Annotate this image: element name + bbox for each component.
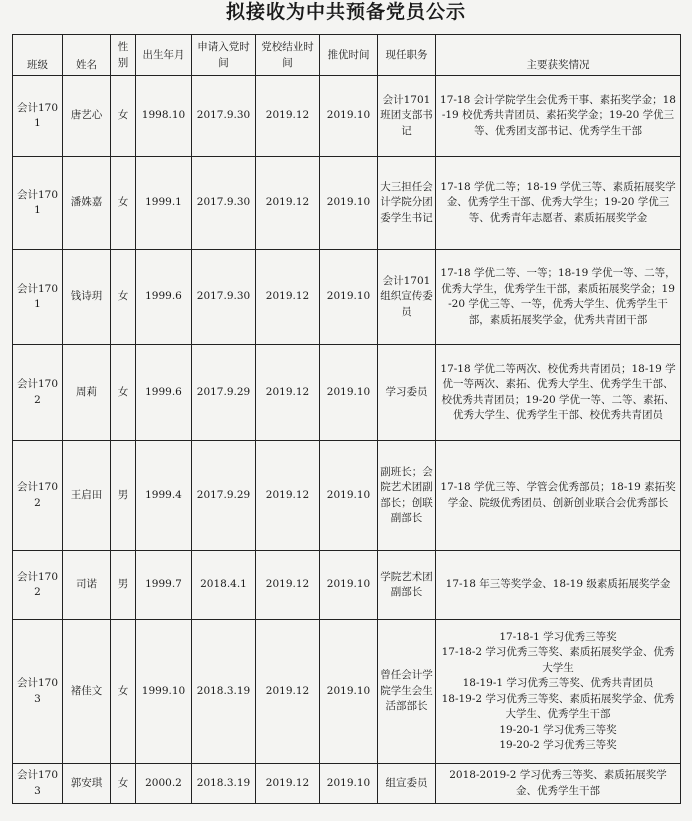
cell-recommend-time: 2019.10: [320, 157, 378, 250]
award-line: 19-20-2 学习优秀三等奖: [499, 739, 617, 751]
cell-class: 会计1702: [13, 551, 63, 620]
cell-party-school-time: 2019.12: [256, 345, 320, 441]
cell-apply-time: 2018.3.19: [192, 764, 256, 804]
cell-awards: 17-18 学优二等；18-19 学优三等、素质拓展奖学金、优秀学生干部、优秀大学生；19-20 学优三等、优秀青年志愿者、素质拓展奖学金: [436, 157, 681, 250]
cell-birth: 1999.4: [136, 441, 192, 551]
cell-awards: 17-18 学优二等、一等；18-19 学优一等、二等，优秀大学生，优秀学生干部，素质拓展奖学金；19-20 学优三等、一等，优秀大学生、优秀学生干部，素质拓展奖学金，优秀共青团干部: [436, 250, 681, 345]
cell-gender: 女: [111, 250, 136, 345]
table-header-row: [13, 35, 681, 76]
cell-name: 王启田: [63, 441, 111, 551]
award-line: 17-18-1 学习优秀三等奖: [499, 630, 617, 643]
table-row: [13, 157, 681, 250]
cell-awards: 17-18 年三等奖学金、18-19 级素质拓展奖学金: [436, 551, 681, 620]
table-row: [13, 441, 681, 551]
cell-position: 学习委员: [378, 345, 436, 441]
cell-name: 褚佳文: [63, 620, 111, 764]
cell-awards: 17-18 学优三等、学管会优秀部员；18-19 素拓奖学金、院级优秀团员、创新创业联合会优秀部长: [436, 441, 681, 551]
cell-apply-time: 2017.9.29: [192, 441, 256, 551]
table-row: [13, 345, 681, 441]
cell-position: 副班长；会院艺术团副部长；创联副部长: [378, 441, 436, 551]
cell-awards: [436, 620, 681, 764]
cell-name: 潘姝嘉: [63, 157, 111, 250]
cell-birth: 1999.6: [136, 250, 192, 345]
header-awards: 主要获奖情况: [436, 35, 681, 76]
cell-gender: 女: [111, 157, 136, 250]
cell-awards: 17-18 学优二等两次、校优秀共青团员；18-19 学优一等两次、素拓、优秀大学生、优秀学生干部、校优秀共青团员；19-20 学优一等、二等、素拓、优秀大学生、优秀学生干部、校优秀共青团员: [436, 345, 681, 441]
header-position: 现任职务: [378, 35, 436, 76]
cell-position: 会计1701班团支部书记: [378, 76, 436, 157]
cell-birth: 1999.10: [136, 620, 192, 764]
header-gender: 性别: [111, 35, 136, 76]
cell-name: 钱诗玥: [63, 250, 111, 345]
cell-name: 周莉: [63, 345, 111, 441]
cell-class: 会计1701: [13, 157, 63, 250]
cell-position: 大三担任会计学院分团委学生书记: [378, 157, 436, 250]
cell-apply-time: 2017.9.30: [192, 250, 256, 345]
cell-gender: 男: [111, 441, 136, 551]
cell-birth: 1999.6: [136, 345, 192, 441]
header-apply-time: 申请入党时间: [192, 35, 256, 76]
cell-recommend-time: 2019.10: [320, 441, 378, 551]
table-row: [13, 764, 681, 804]
cell-apply-time: 2017.9.30: [192, 76, 256, 157]
cell-party-school-time: 2019.12: [256, 157, 320, 250]
cell-apply-time: 2017.9.29: [192, 345, 256, 441]
cell-name: 唐艺心: [63, 76, 111, 157]
cell-apply-time: 2018.3.19: [192, 620, 256, 764]
cell-birth: 1999.1: [136, 157, 192, 250]
award-line: 18-19-1 学习优秀三等奖、优秀共青团员: [462, 677, 654, 689]
table-row: [13, 250, 681, 345]
table-row: [13, 76, 681, 157]
award-line: 19-20-1 学习优秀三等奖: [499, 723, 617, 736]
cell-position: 组宣委员: [378, 764, 436, 804]
cell-name: 郭安琪: [63, 764, 111, 804]
cell-party-school-time: 2019.12: [256, 764, 320, 804]
cell-class: 会计1703: [13, 764, 63, 804]
table-row: [13, 620, 681, 764]
cell-class: 会计1703: [13, 620, 63, 764]
cell-recommend-time: 2019.10: [320, 620, 378, 764]
cell-position: 会计1701组织宣传委员: [378, 250, 436, 345]
cell-recommend-time: 2019.10: [320, 345, 378, 441]
cell-gender: 女: [111, 76, 136, 157]
cell-party-school-time: 2019.12: [256, 441, 320, 551]
table-row: [13, 551, 681, 620]
cell-awards: 2018-2019-2 学习优秀三等奖、素质拓展奖学金、优秀学生干部: [436, 764, 681, 804]
cell-party-school-time: 2019.12: [256, 620, 320, 764]
cell-class: 会计1701: [13, 76, 63, 157]
cell-recommend-time: 2019.10: [320, 764, 378, 804]
cell-recommend-time: 2019.10: [320, 76, 378, 157]
cell-class: 会计1701: [13, 250, 63, 345]
cell-class: 会计1702: [13, 441, 63, 551]
header-name: 姓名: [63, 35, 111, 76]
header-party-school-time: 党校结业时间: [256, 35, 320, 76]
header-class: 班级: [13, 35, 63, 76]
header-recommend-time: 推优时间: [320, 35, 378, 76]
cell-recommend-time: 2019.10: [320, 551, 378, 620]
page-title: 拟接收为中共预备党员公示: [225, 1, 466, 23]
cell-gender: 男: [111, 551, 136, 620]
cell-name: 司诺: [63, 551, 111, 620]
cell-apply-time: 2017.9.30: [192, 157, 256, 250]
cell-recommend-time: 2019.10: [320, 250, 378, 345]
cell-awards: 17-18 会计学院学生会优秀干事、素拓奖学金；18-19 校优秀共青团员、素拓奖学金；19-20 学优三等、优秀团支部书记、优秀学生干部: [436, 76, 681, 157]
cell-gender: 女: [111, 345, 136, 441]
cell-apply-time: 2018.4.1: [192, 551, 256, 620]
cell-class: 会计1702: [13, 345, 63, 441]
cell-party-school-time: 2019.12: [256, 250, 320, 345]
cell-birth: 1998.10: [136, 76, 192, 157]
cell-position: 学院艺术团副部长: [378, 551, 436, 620]
cell-gender: 女: [111, 620, 136, 764]
award-line: 18-19-2 学习优秀三等奖、素质拓展奖学金、优秀大学生、优秀学生干部: [441, 692, 675, 720]
cell-party-school-time: 2019.12: [256, 551, 320, 620]
award-line: 17-18-2 学习优秀三等奖、素质拓展奖学金、优秀大学生: [441, 646, 675, 674]
cell-birth: 2000.2: [136, 764, 192, 804]
candidate-table: [12, 34, 681, 804]
cell-position: 曾任会计学院学生会生活部部长: [378, 620, 436, 764]
cell-gender: 女: [111, 764, 136, 804]
cell-party-school-time: 2019.12: [256, 76, 320, 157]
header-birth: 出生年月: [136, 35, 192, 76]
cell-birth: 1999.7: [136, 551, 192, 620]
